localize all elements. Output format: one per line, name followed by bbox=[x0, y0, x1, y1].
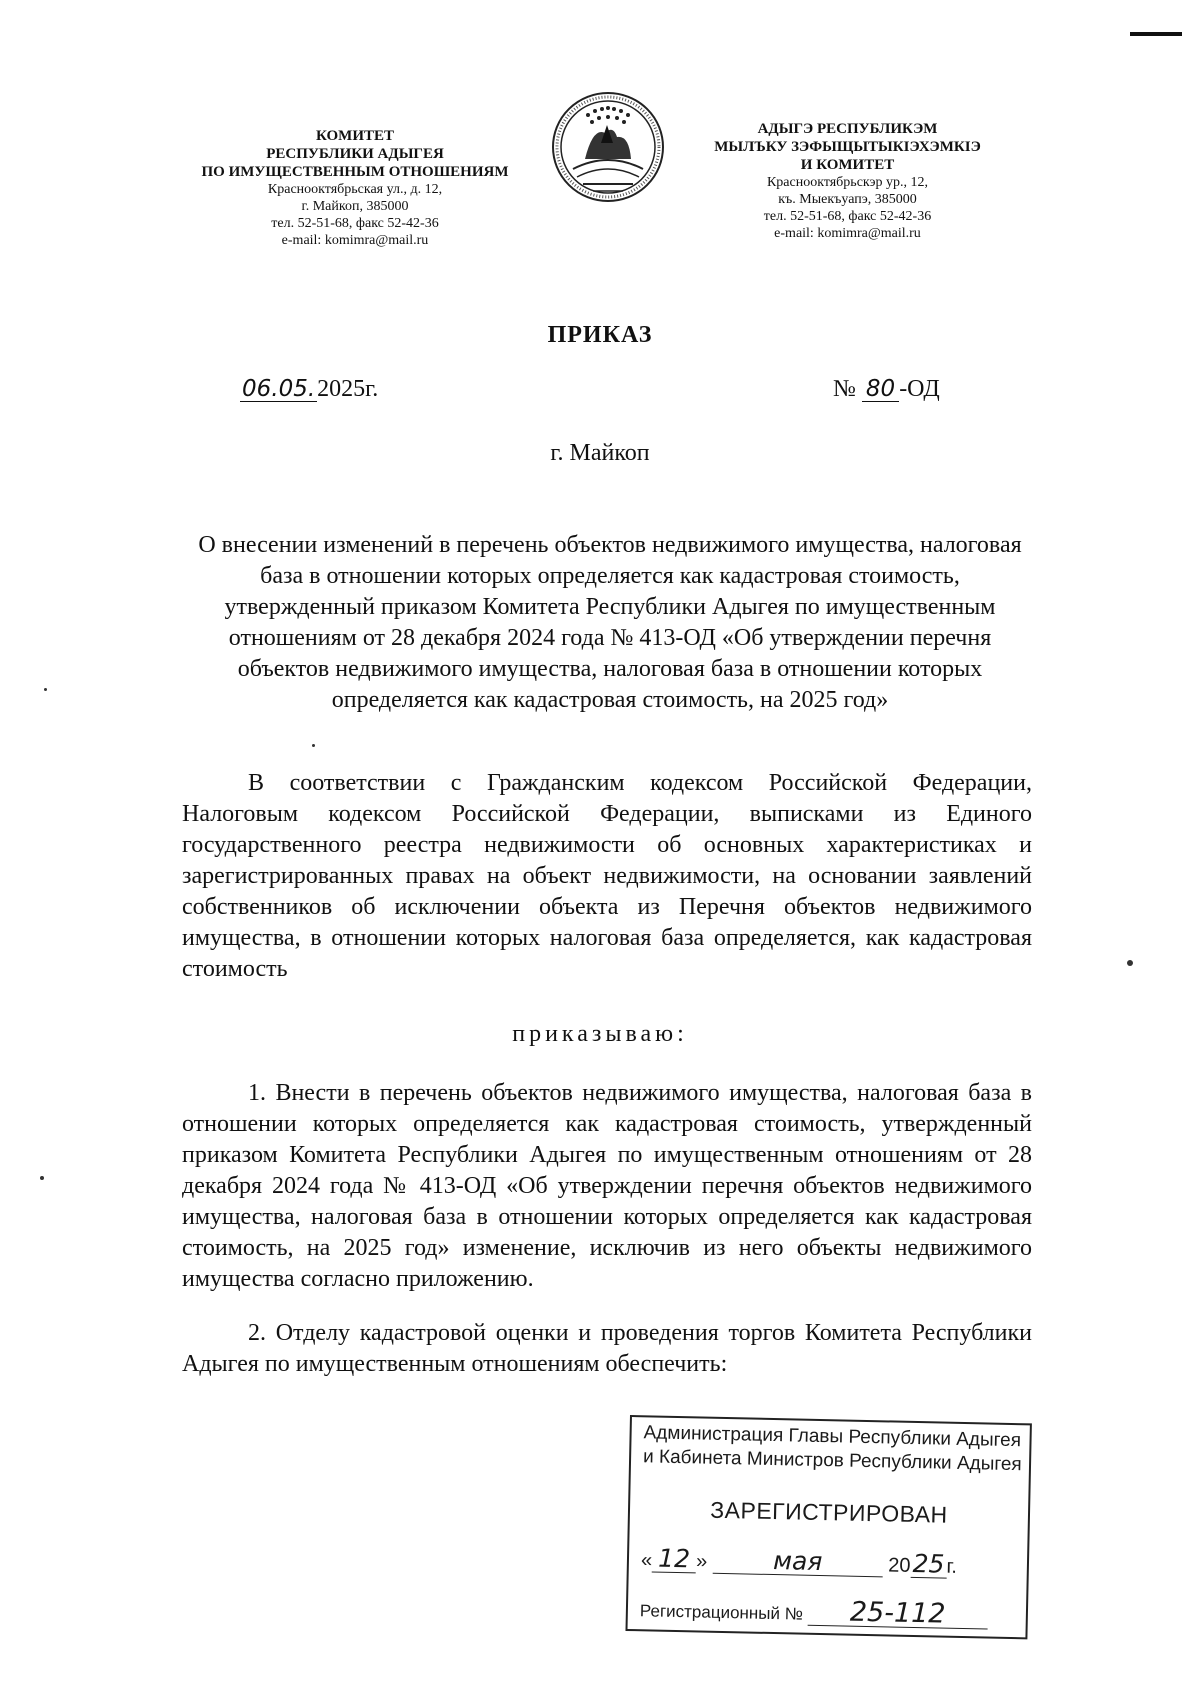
org-address-adyghe-line1: Краснооктябрьскэр ур., 12, bbox=[766, 175, 929, 190]
org-phone-adyghe: тел. 52-51-68, факс 52-42-36 bbox=[763, 209, 932, 224]
handwritten-number: 80 bbox=[862, 377, 899, 402]
stamp-registration bbox=[640, 1595, 988, 1629]
order-word: приказываю: bbox=[512, 1021, 688, 1047]
stamp-month: мая bbox=[713, 1547, 884, 1578]
number-sign: № bbox=[833, 376, 856, 402]
stamp-authority-line2: и Кабинета Министров Республики Адыгея bbox=[642, 1446, 1022, 1476]
number-suffix: -ОД bbox=[899, 376, 940, 402]
stamp-authority-line1: Администрация Главы Республики Адыгея bbox=[643, 1422, 1022, 1452]
stamp-day: 12 bbox=[652, 1545, 697, 1573]
scan-speck bbox=[312, 744, 315, 747]
org-name-line3: ПО ИМУЩЕСТВЕННЫМ ОТНОШЕНИЯМ bbox=[201, 164, 509, 180]
page-corner-mark bbox=[1130, 32, 1182, 36]
registration-stamp bbox=[625, 1415, 1031, 1639]
republic-adygea-emblem-icon bbox=[543, 87, 673, 207]
org-address-line1: Краснооктябрьская ул., д. 12, bbox=[267, 182, 443, 197]
scan-speck bbox=[1127, 960, 1133, 966]
stamp-status: ЗАРЕГИСТРИРОВАН bbox=[710, 1496, 948, 1528]
order-item-1 bbox=[182, 1078, 1032, 1295]
order-subject: О внесении изменений в перечень объектов недвижимого имущества, налоговая база в отношении которых определяется как кадастровая стоимость, утвержденный приказом Комитета Республики Адыгея по имущественным отношениям от 28 декабря 2024 года № 413-ОД «Об утверждении перечня объектов недвижимого имущества, налоговая база в отношении которых определяется как кадастровая стоимость, на 2025 год» bbox=[198, 532, 1022, 713]
stamp-year-unit: г. bbox=[946, 1555, 958, 1578]
document-title: ПРИКАЗ bbox=[547, 322, 653, 348]
order-item-2 bbox=[182, 1318, 1032, 1380]
org-name-adyghe-line2: МЫЛЪКУ ЗЭФЫЩЫТЫКIЭХЭМКIЭ bbox=[714, 139, 981, 155]
org-name-line1: КОМИТЕТ bbox=[315, 128, 394, 144]
order-date bbox=[240, 376, 378, 403]
handwritten-date: 06.05. bbox=[242, 376, 316, 402]
order-item-2-text: 2. Отделу кадастровой оценки и проведения торгов Комитета Республики Адыгея по имущественным отношениям обеспечить: bbox=[182, 1320, 1032, 1377]
order-number bbox=[833, 376, 940, 403]
legal-basis-text: В соответствии с Гражданским кодексом Российской Федерации, Налоговым кодексом Российской Федерации, выписками из Единого государственного реестра недвижимости об основных характеристиках и зарегистрированных правах на объект недвижимости, на основании заявлений собственников об исключении объекта из Перечня объектов недвижимого имущества, в отношении которых налоговая база определяется, как кадастровая стоимость bbox=[182, 770, 1032, 982]
scan-speck bbox=[40, 1176, 44, 1180]
org-name-line2: РЕСПУБЛИКИ АДЫГЕЯ bbox=[266, 146, 444, 162]
stamp-date bbox=[641, 1545, 1021, 1580]
scan-speck bbox=[44, 688, 47, 691]
org-email-adyghe: e-mail: komimra@mail.ru bbox=[774, 226, 921, 241]
stamp-year-suffix: 25 bbox=[910, 1551, 947, 1579]
stamp-quote-open: « bbox=[640, 1549, 653, 1572]
order-item-1-text: 1. Внести в перечень объектов недвижимого имущества, налоговая база в отношении которых определяется как кадастровая стоимость, утвержденный приказом Комитета Республики Адыгея по имущественным отношениям от 28 декабря 2024 года № 413-ОД «Об утверждении перечня объектов недвижимого имущества, налоговая база в отношении которых определяется как кадастровая стоимость, на 2025 год» изменение, исключив из него объекты недвижимого имущества согласно приложению. bbox=[182, 1080, 1032, 1292]
org-name-adyghe-line3: И КОМИТЕТ bbox=[800, 157, 895, 173]
stamp-authority bbox=[643, 1421, 1023, 1477]
org-name-adyghe-line1: АДЫГЭ РЕСПУБЛИКЭМ bbox=[757, 121, 938, 137]
stamp-year-prefix: 20 bbox=[888, 1554, 911, 1577]
legal-basis-paragraph bbox=[182, 768, 1032, 985]
org-address-line2: г. Майкоп, 385000 bbox=[301, 199, 409, 214]
stamp-reg-number: 25-112 bbox=[807, 1599, 988, 1630]
header-left-russian bbox=[160, 127, 550, 249]
org-address-adyghe-line2: къ. Мыекъуапэ, 385000 bbox=[778, 192, 917, 207]
header-right-adyghe bbox=[680, 120, 1015, 242]
printed-year: 2025г. bbox=[317, 376, 379, 402]
stamp-quote-close: » bbox=[695, 1550, 708, 1573]
org-phone: тел. 52-51-68, факс 52-42-36 bbox=[271, 216, 439, 231]
city-name: г. Майкоп bbox=[550, 440, 650, 466]
org-email: e-mail: komimra@mail.ru bbox=[281, 233, 429, 248]
stamp-reg-label: Регистрационный № bbox=[639, 1601, 804, 1624]
